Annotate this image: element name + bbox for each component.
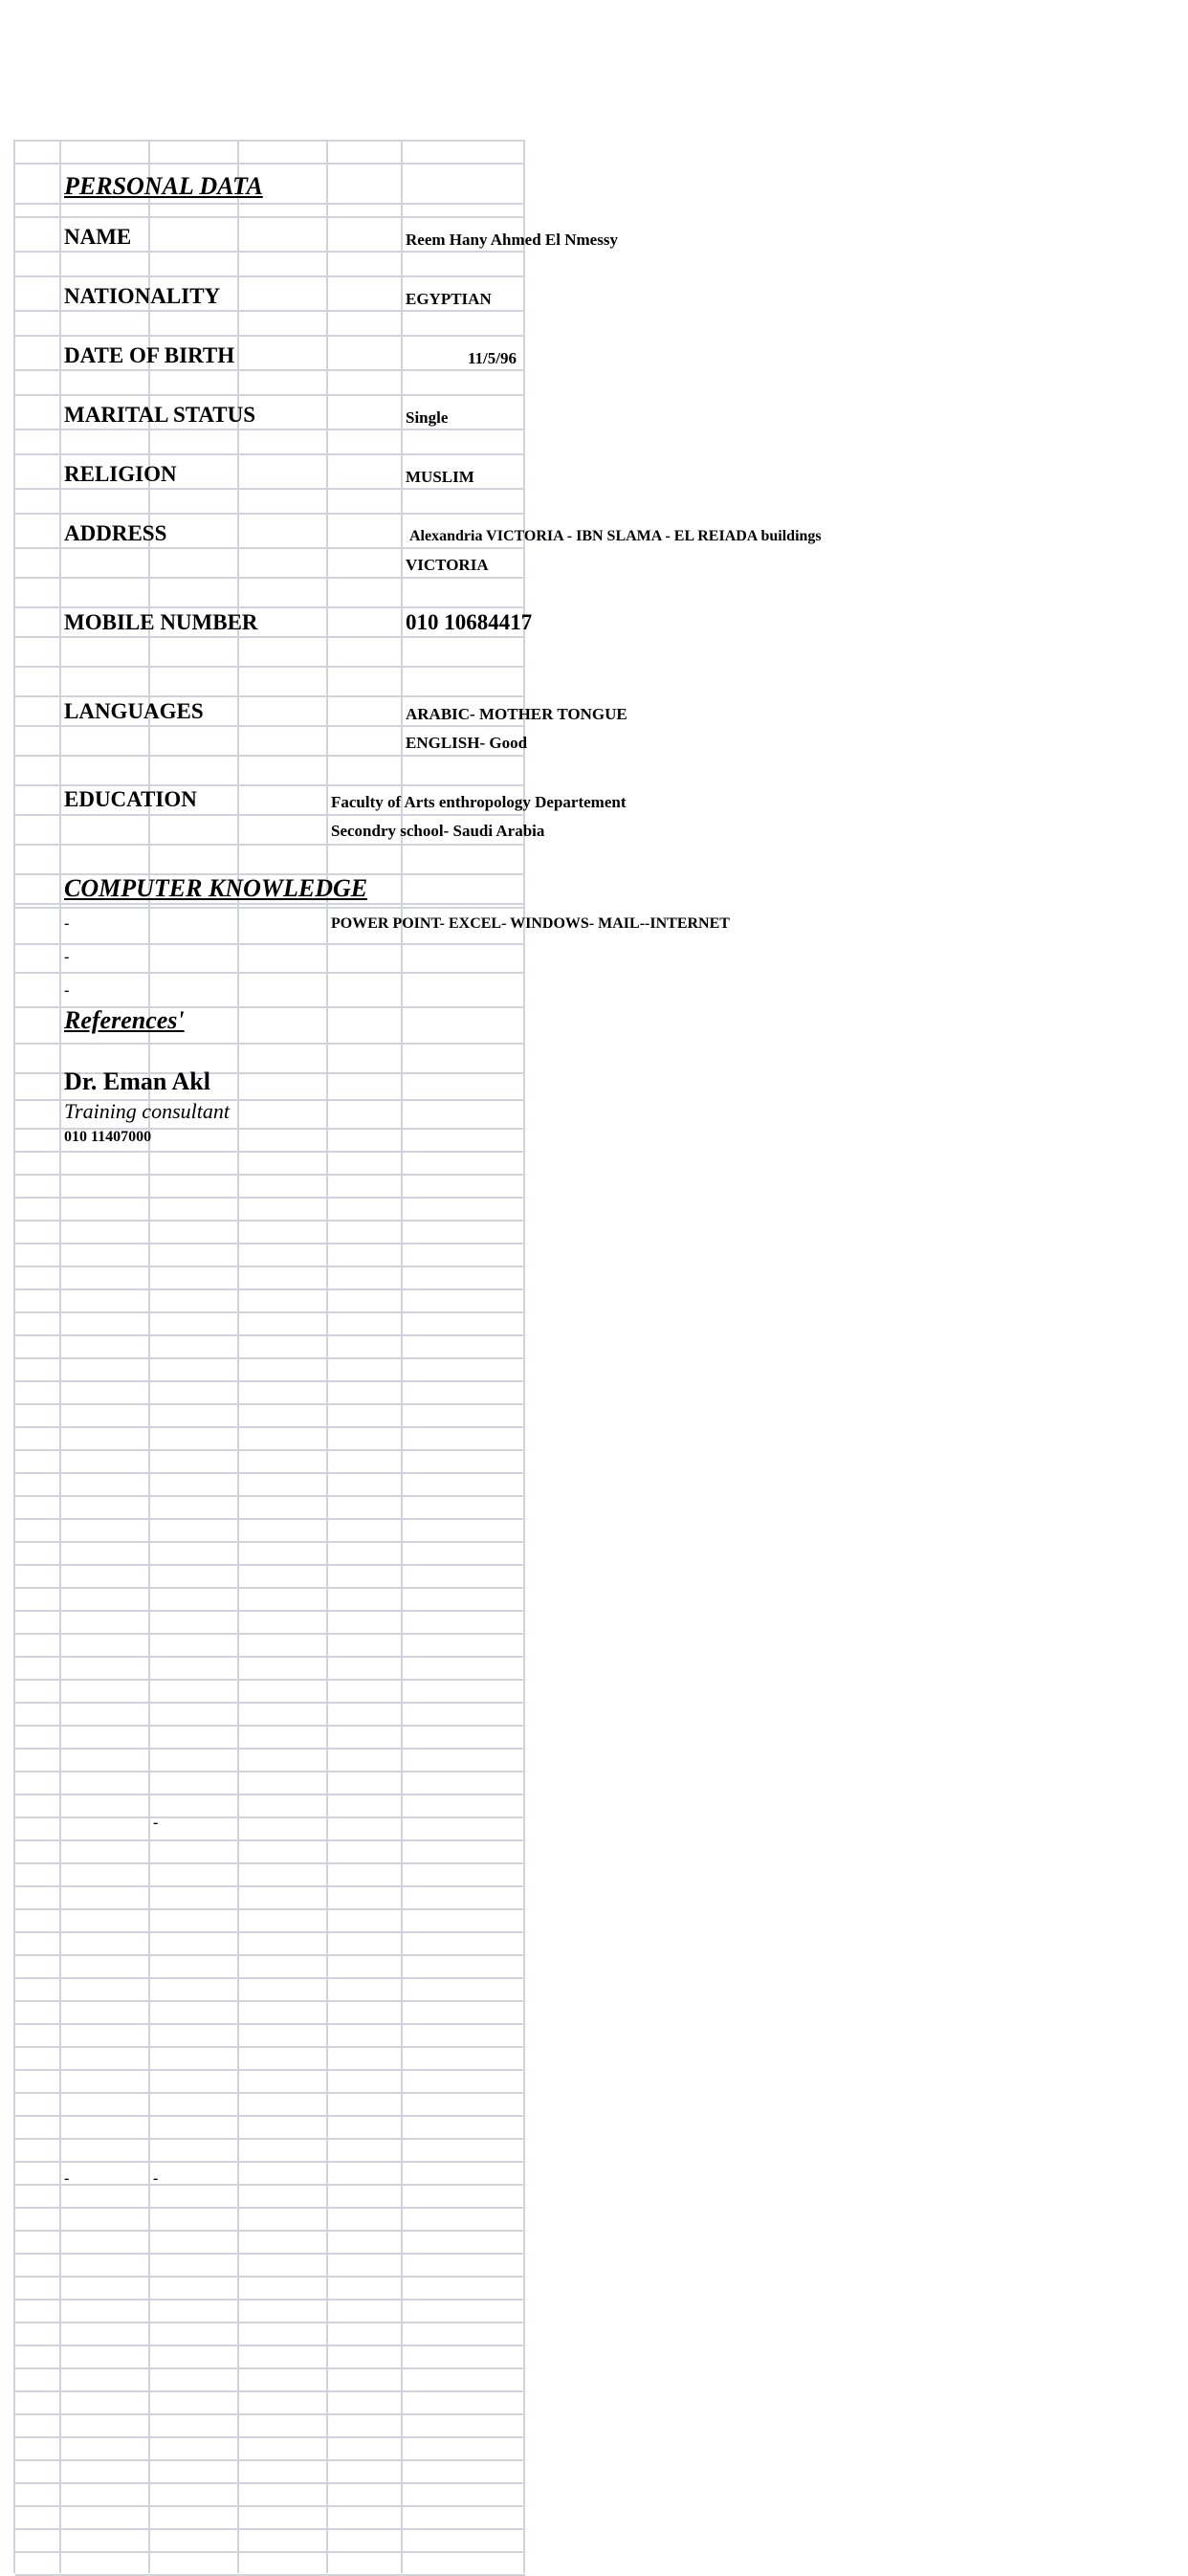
grid-row [15, 2025, 525, 2048]
dash-marker: - [153, 1815, 159, 1831]
grid-row [15, 2255, 525, 2278]
grid-row [15, 2002, 525, 2025]
grid-row [15, 1956, 525, 1979]
spreadsheet-grid [13, 140, 822, 2573]
grid-row [15, 1222, 525, 1244]
grid-row [15, 2094, 525, 2117]
grid-row [15, 371, 525, 396]
value-education-line1[interactable]: Faculty of Arts enthropology Departement [331, 793, 627, 811]
grid-row [15, 1474, 525, 1497]
value-name[interactable]: Reem Hany Ahmed El Nmessy [406, 231, 618, 249]
grid-row [15, 1428, 525, 1451]
grid-row [15, 2140, 525, 2163]
label-religion: RELIGION [64, 462, 177, 486]
grid-row [15, 253, 525, 277]
value-marital-status[interactable]: Single [406, 408, 449, 427]
grid-row [15, 1658, 525, 1681]
section-references: References' [64, 1006, 185, 1034]
value-date-of-birth[interactable]: 11/5/96 [468, 349, 517, 367]
grid-row [15, 2048, 525, 2071]
grid-row [15, 2438, 525, 2461]
label-address: ADDRESS [64, 521, 167, 545]
dash-marker: - [64, 982, 70, 999]
section-personal-data: PERSONAL DATA [64, 172, 263, 200]
label-date-of-birth: DATE OF BIRTH [64, 343, 235, 367]
grid-row [15, 1704, 525, 1727]
grid-row [15, 1815, 525, 1841]
grid-row [15, 579, 525, 608]
grid-row [15, 430, 525, 455]
grid-row [15, 2323, 525, 2346]
grid-row [15, 1566, 525, 1589]
grid-row [15, 1244, 525, 1267]
grid-row [15, 2071, 525, 2094]
grid-row [15, 1267, 525, 1290]
reference-title[interactable]: Training consultant [64, 1099, 230, 1123]
grid-row [15, 142, 525, 165]
grid-row [15, 2232, 525, 2255]
grid-row [15, 2163, 525, 2186]
grid-row [15, 2507, 525, 2530]
grid-row [15, 1313, 525, 1336]
reference-name[interactable]: Dr. Eman Akl [64, 1068, 210, 1095]
grid-row [15, 1841, 525, 1864]
dash-marker: - [153, 2170, 159, 2187]
grid-row [15, 1589, 525, 1612]
dash-marker: - [64, 949, 70, 965]
grid-row [15, 1727, 525, 1750]
grid-row [15, 2278, 525, 2301]
grid-row [15, 1153, 525, 1176]
grid-row [15, 1864, 525, 1887]
dash-marker: - [64, 915, 70, 932]
label-education: EDUCATION [64, 787, 197, 811]
grid-row [15, 2415, 525, 2438]
grid-row [15, 2553, 525, 2576]
grid-row [15, 2461, 525, 2484]
grid-row [15, 1979, 525, 2002]
grid-row [15, 1359, 525, 1382]
grid-row [15, 945, 525, 974]
grid-row [15, 205, 525, 218]
label-languages: LANGUAGES [64, 699, 204, 723]
grid-row [15, 1910, 525, 1933]
value-education-line2[interactable]: Secondry school- Saudi Arabia [331, 822, 545, 840]
grid-row [15, 2530, 525, 2553]
grid-row [15, 490, 525, 515]
grid-row [15, 974, 525, 1008]
value-mobile-number[interactable]: 010 10684417 [406, 610, 533, 634]
value-languages-line1[interactable]: ARABIC- MOTHER TONGUE [406, 705, 627, 723]
grid-row [15, 1612, 525, 1635]
grid-row [15, 1635, 525, 1658]
grid-row [15, 1405, 525, 1428]
label-name: NAME [64, 225, 132, 249]
grid-row [15, 1681, 525, 1704]
grid-row [15, 1543, 525, 1566]
grid-row [15, 312, 525, 337]
label-marital-status: MARITAL STATUS [64, 403, 256, 427]
reference-phone[interactable]: 010 11407000 [64, 1129, 152, 1145]
grid-row [15, 1199, 525, 1222]
grid-row [15, 1772, 525, 1795]
grid-row [15, 2392, 525, 2415]
grid-row [15, 1176, 525, 1199]
value-address-line2[interactable]: VICTORIA [406, 556, 489, 574]
grid-row [15, 1336, 525, 1359]
grid-row [15, 668, 525, 697]
grid-row [15, 1520, 525, 1543]
value-languages-line2[interactable]: ENGLISH- Good [406, 734, 528, 752]
value-address-line1[interactable]: Alexandria VICTORIA - IBN SLAMA - EL REIADA buildings [409, 528, 822, 544]
grid-row [15, 2209, 525, 2232]
grid-row [15, 846, 525, 875]
grid-row [15, 1497, 525, 1520]
grid-row [15, 1290, 525, 1313]
dash-marker: - [64, 2170, 70, 2187]
value-nationality[interactable]: EGYPTIAN [406, 290, 492, 308]
grid-row [15, 1887, 525, 1910]
grid-row [15, 2484, 525, 2507]
grid-row [15, 1795, 525, 1818]
value-religion[interactable]: MUSLIM [406, 468, 474, 486]
grid-row [15, 1451, 525, 1474]
grid-row [15, 1933, 525, 1956]
grid-row [15, 2301, 525, 2323]
grid-row [15, 2346, 525, 2369]
value-computer-skills[interactable]: POWER POINT- EXCEL- WINDOWS- MAIL--INTERNET [331, 915, 730, 932]
grid-row [15, 1750, 525, 1772]
grid-row [15, 757, 525, 786]
grid-row [15, 2186, 525, 2209]
grid-row [15, 2369, 525, 2392]
section-computer-knowledge: COMPUTER KNOWLEDGE [64, 874, 368, 902]
grid-row [15, 638, 525, 668]
grid-row [15, 1382, 525, 1405]
label-nationality: NATIONALITY [64, 284, 221, 308]
grid-row [15, 2117, 525, 2140]
label-mobile-number: MOBILE NUMBER [64, 610, 258, 634]
